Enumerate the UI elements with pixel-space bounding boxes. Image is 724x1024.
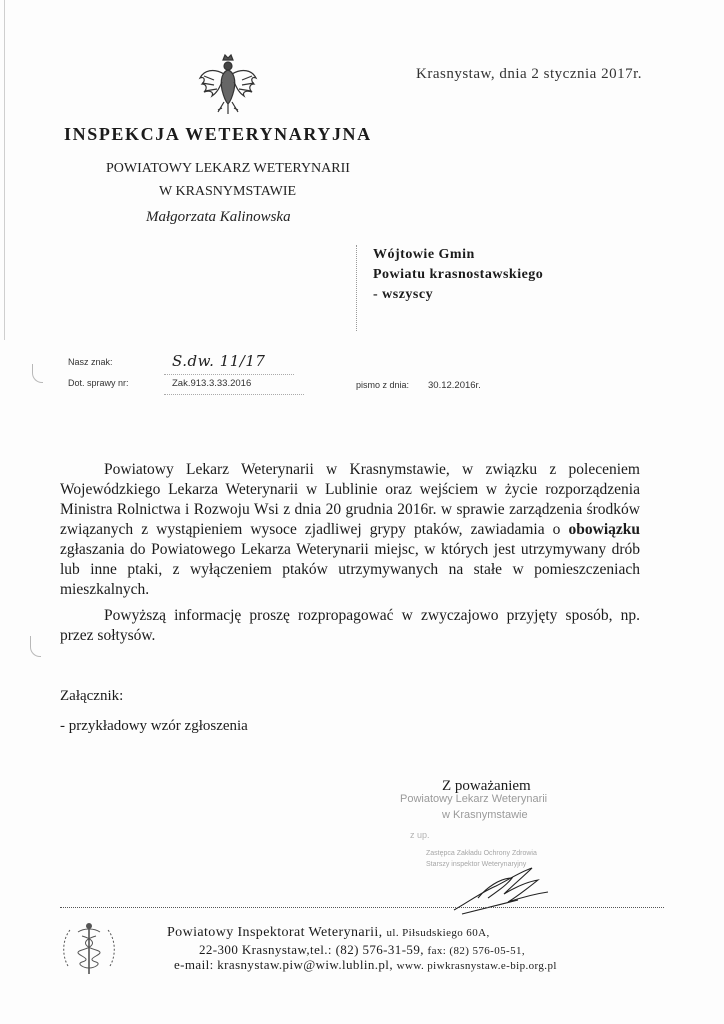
stamp-text: w Krasnymstawie [442, 809, 528, 821]
emphasized-word: obowiązku [568, 521, 640, 538]
officer-title: POWIATOWY LEKARZ WETERYNARII [106, 161, 350, 176]
footer-divider [60, 907, 664, 908]
eagle-emblem-icon [196, 50, 260, 118]
attachment-item: - przykładowy wzór zgłoszenia [60, 718, 248, 734]
addressee-line: Wójtowie Gmin [373, 247, 475, 262]
footer-org: Powiatowy Inspektorat Weterynarii, [167, 925, 383, 940]
footer-email: e-mail: krasnystaw.piw@wiw.lublin.pl, [174, 957, 393, 972]
scan-mark [32, 364, 43, 383]
letter-date-label: pismo z dnia: [356, 380, 410, 390]
scan-mark [30, 636, 41, 657]
stamp-text: z up. [410, 830, 430, 840]
footer-line-1 [167, 925, 490, 941]
footer-www: www. piwkrasnystaw.e-bip.org.pl [396, 960, 557, 972]
stamp-text: Zastępca Zakładu Ochrony Zdrowia [426, 850, 537, 857]
footer-line-3 [174, 957, 557, 973]
body-paragraph: Powyższą informację proszę rozpropagować w zwyczajowo przyjęty sposób, np. przez sołtysów. [60, 607, 640, 644]
addressee-line: Powiatu krasnostawskiego [373, 267, 544, 282]
footer-street: ul. Piłsudskiego 60A, [386, 927, 490, 939]
stamp-text: Powiatowy Lekarz Weterynarii [400, 793, 548, 805]
our-ref-label: Nasz znak: [68, 357, 113, 367]
ref-underline [164, 394, 304, 395]
body-paragraph [60, 460, 640, 600]
paragraph-text: Powiatowy Lekarz Weterynarii w Krasnymstawie, w związku z poleceniem Wojewódzkiego Lekarza Weterynarii w Lublinie oraz wejściem w życie rozporządzenia Ministra Rolnictwa i Rozwoju Wsi z dnia 20 grudnia 2016r. w sprawie zarządzenia środków związanych z wystąpieniem wysoce zjadliwej grypy ptaków, zawiadamia o [60, 461, 640, 538]
scan-edge-line [4, 0, 5, 340]
caduceus-logo-icon [58, 918, 120, 980]
footer-line-2 [199, 942, 525, 958]
ref-underline [164, 374, 294, 375]
stamp-text: Starszy inspektor Weterynaryjny [426, 861, 527, 868]
paragraph-text: zgłaszania do Powiatowego Lekarza Weterynarii miejsc, w których jest utrzymywany drób lub inne ptaki, z wyłączeniem ptaków utrzymywanych na stałe w pomieszczeniach mieszkalnych. [60, 541, 640, 598]
footer-postal: 22-300 Krasnystaw,tel.: (82) 576-31-59, [199, 942, 424, 957]
attachment-label: Załącznik: [60, 688, 124, 704]
place-and-date: Krasnystaw, dnia 2 stycznia 2017r. [416, 66, 642, 82]
our-ref-value: S.dw. 11/17 [172, 352, 266, 370]
case-number-value: Zak.913.3.33.2016 [172, 378, 252, 389]
handwritten-signature [448, 858, 558, 920]
addressee-block [356, 245, 613, 331]
letter-date-value: 30.12.2016r. [428, 380, 481, 391]
closing-phrase: Z poważaniem [442, 778, 531, 794]
officer-name: Małgorzata Kalinowska [146, 209, 291, 225]
footer-fax: fax: (82) 576-05-51, [427, 945, 526, 957]
officer-city: W KRASNYMSTAWIE [159, 184, 297, 199]
case-number-label: Dot. sprawy nr: [68, 378, 129, 388]
addressee-line: - wszyscy [373, 287, 434, 302]
institution-name: INSPEKCJA WETERYNARYJNA [64, 124, 372, 144]
